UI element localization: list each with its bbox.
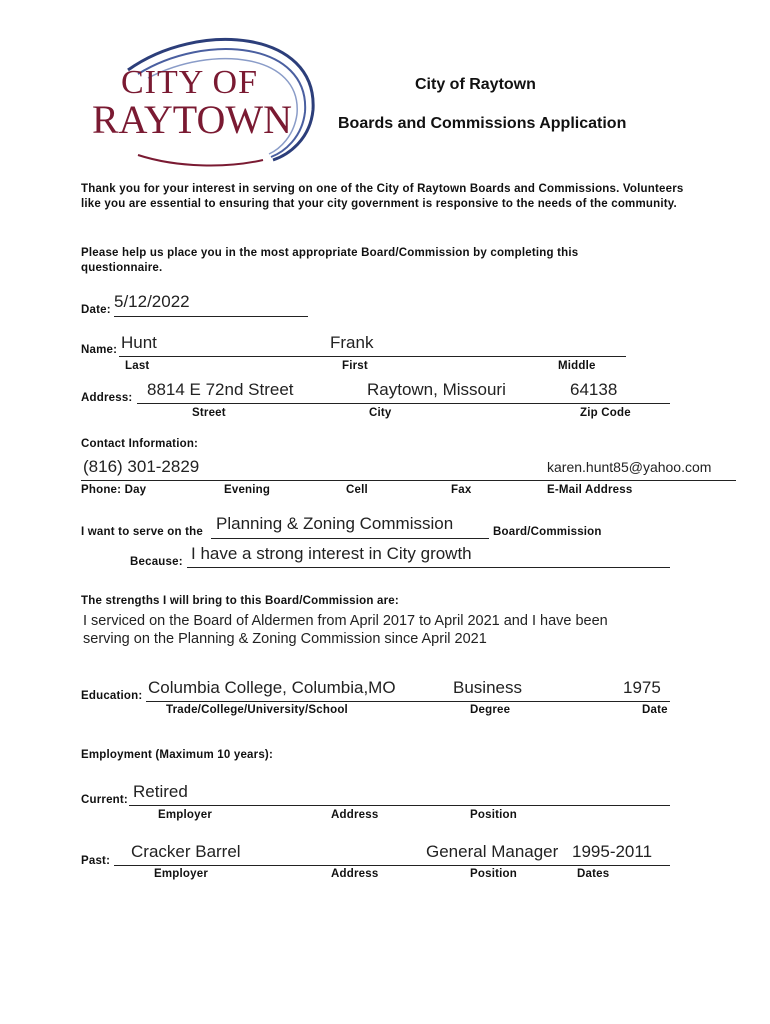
address-underline	[137, 403, 670, 404]
board-suffix: Board/Commission	[493, 526, 602, 538]
logo-line-2: RAYTOWN	[92, 97, 293, 142]
education-date-field[interactable]: 1975	[623, 678, 661, 697]
education-date-caption: Date	[642, 704, 668, 716]
city-caption: City	[369, 407, 392, 419]
page-subtitle: Boards and Commissions Application	[338, 115, 627, 132]
serve-label: I want to serve on the	[81, 526, 203, 538]
past-employer-field[interactable]: Cracker Barrel	[131, 842, 241, 861]
past-position-field[interactable]: General Manager	[426, 842, 559, 861]
logo-line-1: CITY OF	[121, 64, 259, 101]
intro-paragraph-1: Thank you for your interest in serving on one of the City of Raytown Boards and Commissions. Volunteers like you are essential to ensuring that your city government is responsive to the needs of the community.	[81, 183, 684, 210]
name-label: Name:	[81, 344, 118, 356]
phone-day-caption: Phone: Day	[81, 484, 147, 496]
street-caption: Street	[192, 407, 226, 419]
date-underline	[114, 316, 308, 317]
last-caption: Last	[125, 360, 150, 372]
phone-day-field[interactable]: (816) 301-2829	[83, 457, 200, 476]
current-label: Current:	[81, 794, 128, 806]
email-field[interactable]: karen.hunt85@yahoo.com	[547, 459, 712, 475]
board-field[interactable]: Planning & Zoning Commission	[216, 514, 454, 533]
current-address-caption: Address	[331, 809, 379, 821]
first-name-field[interactable]: Frank	[330, 333, 374, 352]
past-position-caption: Position	[470, 868, 517, 880]
date-label: Date:	[81, 304, 111, 316]
email-caption: E-Mail Address	[547, 484, 633, 496]
address-label: Address:	[81, 392, 133, 404]
name-underline	[119, 356, 626, 357]
zip-caption: Zip Code	[580, 407, 631, 419]
school-field[interactable]: Columbia College, Columbia,MO	[148, 678, 396, 697]
fax-caption: Fax	[451, 484, 472, 496]
street-field[interactable]: 8814 E 72nd Street	[147, 380, 294, 399]
education-label: Education:	[81, 690, 143, 702]
past-dates-field[interactable]: 1995-2011	[572, 842, 653, 861]
past-address-caption: Address	[331, 868, 379, 880]
middle-caption: Middle	[558, 360, 596, 372]
past-underline	[114, 865, 670, 866]
because-field[interactable]: I have a strong interest in City growth	[191, 544, 472, 563]
because-underline	[187, 567, 670, 568]
city-logo	[88, 30, 338, 170]
because-label: Because:	[130, 556, 183, 568]
current-employer-field[interactable]: Retired	[133, 782, 188, 801]
past-employer-caption: Employer	[154, 868, 209, 880]
intro-paragraph-2: Please help us place you in the most appropriate Board/Commission by completing this questionnaire.	[81, 247, 579, 274]
current-underline	[129, 805, 670, 806]
current-position-caption: Position	[470, 809, 517, 821]
cell-caption: Cell	[346, 484, 368, 496]
contact-underline	[81, 480, 736, 481]
city-field[interactable]: Raytown, Missouri	[367, 380, 506, 399]
education-underline	[146, 701, 670, 702]
evening-caption: Evening	[224, 484, 271, 496]
strengths-line-1[interactable]: I serviced on the Board of Aldermen from April 2017 to April 2021 and I have been	[83, 613, 608, 629]
school-caption: Trade/College/University/School	[166, 704, 348, 716]
strengths-line-2[interactable]: serving on the Planning & Zoning Commission since April 2021	[83, 631, 487, 647]
zip-field[interactable]: 64138	[570, 380, 618, 399]
board-underline	[211, 538, 489, 539]
degree-caption: Degree	[470, 704, 511, 716]
page-title: City of Raytown	[415, 76, 536, 93]
employment-heading: Employment (Maximum 10 years):	[81, 749, 273, 761]
date-field[interactable]: 5/12/2022	[114, 292, 190, 311]
past-dates-caption: Dates	[577, 868, 610, 880]
current-employer-caption: Employer	[158, 809, 213, 821]
degree-field[interactable]: Business	[453, 678, 522, 697]
past-label: Past:	[81, 855, 111, 867]
contact-heading: Contact Information:	[81, 438, 199, 450]
last-name-field[interactable]: Hunt	[121, 333, 157, 352]
first-caption: First	[342, 360, 368, 372]
strengths-label: The strengths I will bring to this Board/Commission are:	[81, 595, 399, 607]
